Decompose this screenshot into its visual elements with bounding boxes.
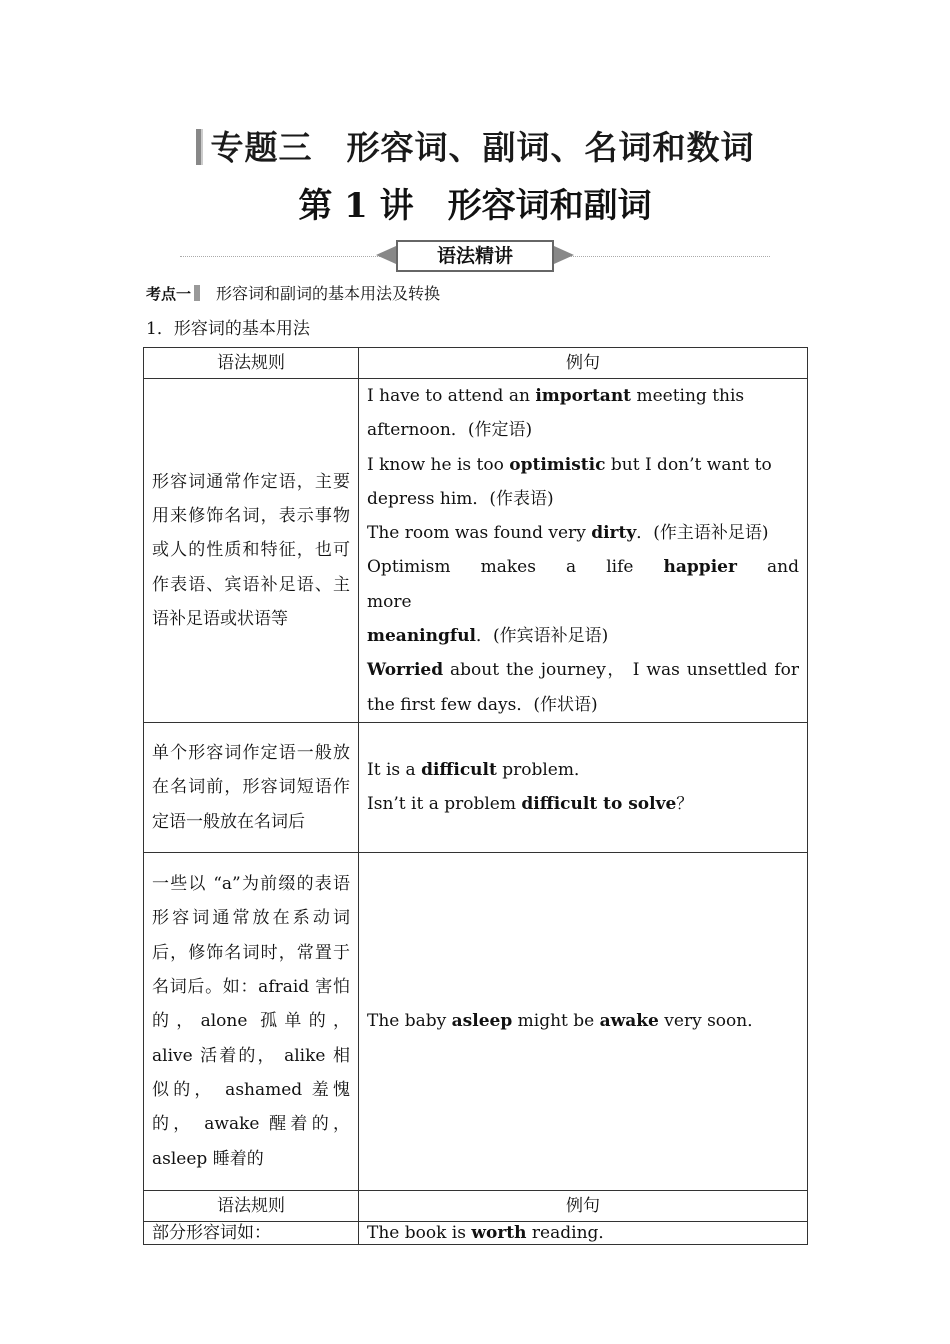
example-sentence: The baby asleep might be awake very soon． (367, 1011, 765, 1032)
example-cell: The book is worth reading． (359, 1221, 808, 1244)
section-banner (180, 240, 770, 272)
section-title: 1．形容词的基本用法 (146, 319, 310, 339)
lecture-title: 第 1 讲 形容词和副词 (298, 186, 652, 226)
point-label: 考点一 (146, 285, 192, 303)
point-title: 形容词和副词的基本用法及转换 (216, 284, 441, 303)
table-row (144, 722, 808, 852)
title-bar-decoration (196, 129, 203, 165)
banner-right-arrow-icon (554, 246, 574, 264)
example-sentence: I know he is too optimistic but I don’t want to depress him．(作表语) (367, 454, 772, 509)
example-sentence: The room was found very dirty．(作主语补足语) (367, 523, 769, 544)
table-row (144, 852, 808, 1190)
banner-label: 语法精讲 (396, 240, 554, 272)
point-mark-icon (194, 285, 200, 301)
table-header-row-repeat (144, 1190, 808, 1221)
header-example: 例句 (359, 1190, 808, 1221)
table-row (144, 379, 808, 723)
header-rule: 语法规则 (144, 1190, 359, 1221)
header-rule: 语法规则 (144, 348, 359, 379)
rule-cell: 部分形容词如： (144, 1221, 359, 1244)
rule-cell: 单个形容词作定语一般放在名词前，形容词短语作定语一般放在名词后 (144, 722, 359, 852)
example-cell (359, 852, 808, 1190)
grammar-table (143, 347, 808, 1245)
topic-title: 专题三 形容词、副词、名词和数词 (0, 122, 950, 169)
example-cell (359, 379, 808, 723)
example-sentence: Optimism makes a life happier and more meaningful．(作宾语补足语) (367, 557, 799, 647)
banner-left-arrow-icon (376, 246, 396, 264)
example-sentence: I have to attend an important meeting this afternoon．(作定语) (367, 386, 745, 441)
example-sentence: Worried about the journey， I was unsettled for the first few days．(作状语) (367, 660, 799, 715)
rule-cell: 一些以 “a”为前缀的表语形容词通常放在系动词后，修饰名词时，常置于名词后。如：afraid 害怕的，alone 孤单的， alive 活着的， alike 相似的， ashamed 羞愧的， awake 醒着的，asleep 睡着的 (144, 852, 359, 1190)
point-heading (146, 281, 440, 304)
example-cell (359, 722, 808, 852)
table-row (144, 1221, 808, 1244)
header-example: 例句 (359, 348, 808, 379)
example-sentence: It is a difficult problem． (367, 760, 591, 781)
rule-cell: 形容词通常作定语，主要用来修饰名词，表示事物或人的性质和特征，也可作表语、宾语补足语、主语补足语或状语等 (144, 379, 359, 723)
example-sentence: Isn’t it a problem difficult to solve？ (367, 794, 694, 815)
table-header-row (144, 348, 808, 379)
